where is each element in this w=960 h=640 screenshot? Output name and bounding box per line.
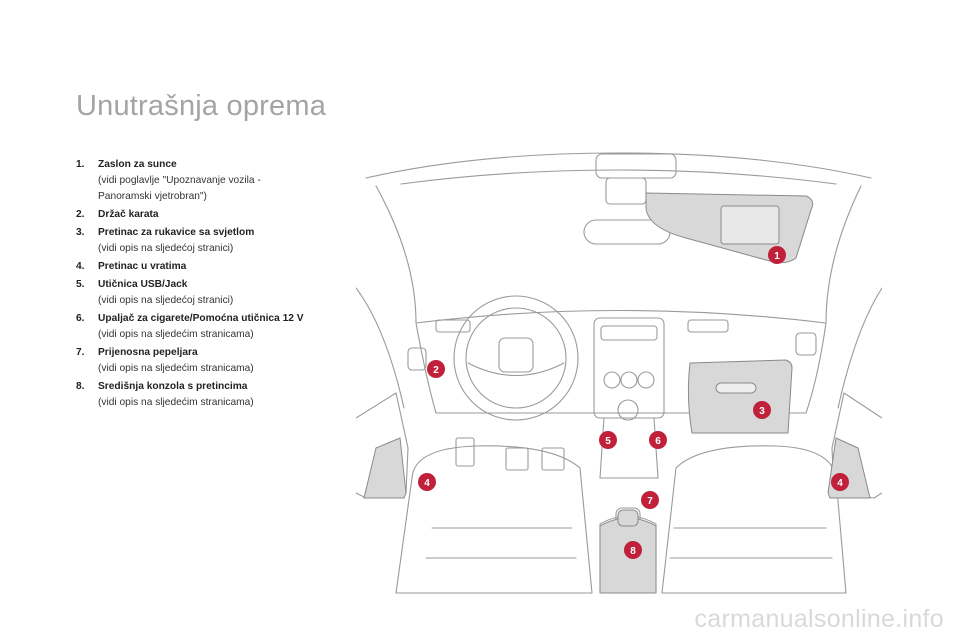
callout-number: 4 [837,478,843,489]
callout-2 [427,360,445,378]
callout-number: 4 [424,478,430,489]
item-title: Upaljač za cigarete/Pomoćna utičnica 12 V [98,313,304,324]
item-number: 7. [76,347,85,358]
callout-6 [649,431,667,449]
item-number: 8. [76,381,85,392]
callout-1 [768,246,786,264]
callout-number: 3 [759,406,765,417]
roof-outline [366,153,871,178]
list-item [76,345,351,377]
item-list [76,157,351,413]
item-title: Središnja konzola s pretincima [98,381,248,392]
windshield-frame-right [826,186,861,323]
item-title: Pretinac u vratima [98,261,187,272]
callout-number: 1 [774,251,780,262]
item-number: 4. [76,261,85,272]
item-title: Držač karata [98,209,159,220]
item-description: (vidi opis na sljedećim stranicama) [98,397,254,408]
callout-number: 5 [605,436,611,447]
driver-seat [396,446,592,593]
callout-8 [624,541,642,559]
item-description: (vidi opis na sljedećim stranicama) [98,363,254,374]
item-description: (vidi opis na sljedećim stranicama) [98,329,254,340]
item-number: 3. [76,227,85,238]
callout-number: 6 [655,436,661,447]
glovebox [688,360,792,433]
item-title: Zaslon za sunce [98,159,177,170]
list-item [76,379,351,411]
list-item [76,259,351,275]
callout-4-left [418,473,436,491]
item-title: Pretinac za rukavice sa svjetlom [98,227,255,238]
callout-3 [753,401,771,419]
footer-watermark: carmanualsonline.info [694,605,944,633]
passenger-seat [662,446,846,593]
windshield-frame-left [376,186,416,323]
list-item [76,207,351,223]
door-pocket-right [828,438,870,498]
dashboard [416,311,826,324]
list-item [76,157,351,205]
callout-5 [599,431,617,449]
list-item [76,277,351,309]
item-title: Prijenosna pepeljara [98,347,198,358]
car-interior-illustration [356,148,882,598]
door-pocket-left [364,438,406,498]
steering-wheel [454,296,578,420]
item-number: 1. [76,159,85,170]
item-number: 6. [76,313,85,324]
item-description: Panoramski vjetrobran") [98,191,207,202]
item-description: (vidi poglavlje "Upoznavanje vozila - [98,175,261,186]
item-description: (vidi opis na sljedećoj stranici) [98,295,234,306]
item-description: (vidi opis na sljedećoj stranici) [98,243,234,254]
item-number: 2. [76,209,85,220]
callout-7 [641,491,659,509]
list-item [76,311,351,343]
callout-number: 7 [647,496,653,507]
item-title: Utičnica USB/Jack [98,279,188,290]
callout-number: 8 [630,546,636,557]
center-stack [594,318,664,418]
item-number: 5. [76,279,85,290]
page-title: Unutrašnja oprema [76,90,327,122]
callout-4-right [831,473,849,491]
list-item [76,225,351,257]
callout-number: 2 [433,365,439,376]
